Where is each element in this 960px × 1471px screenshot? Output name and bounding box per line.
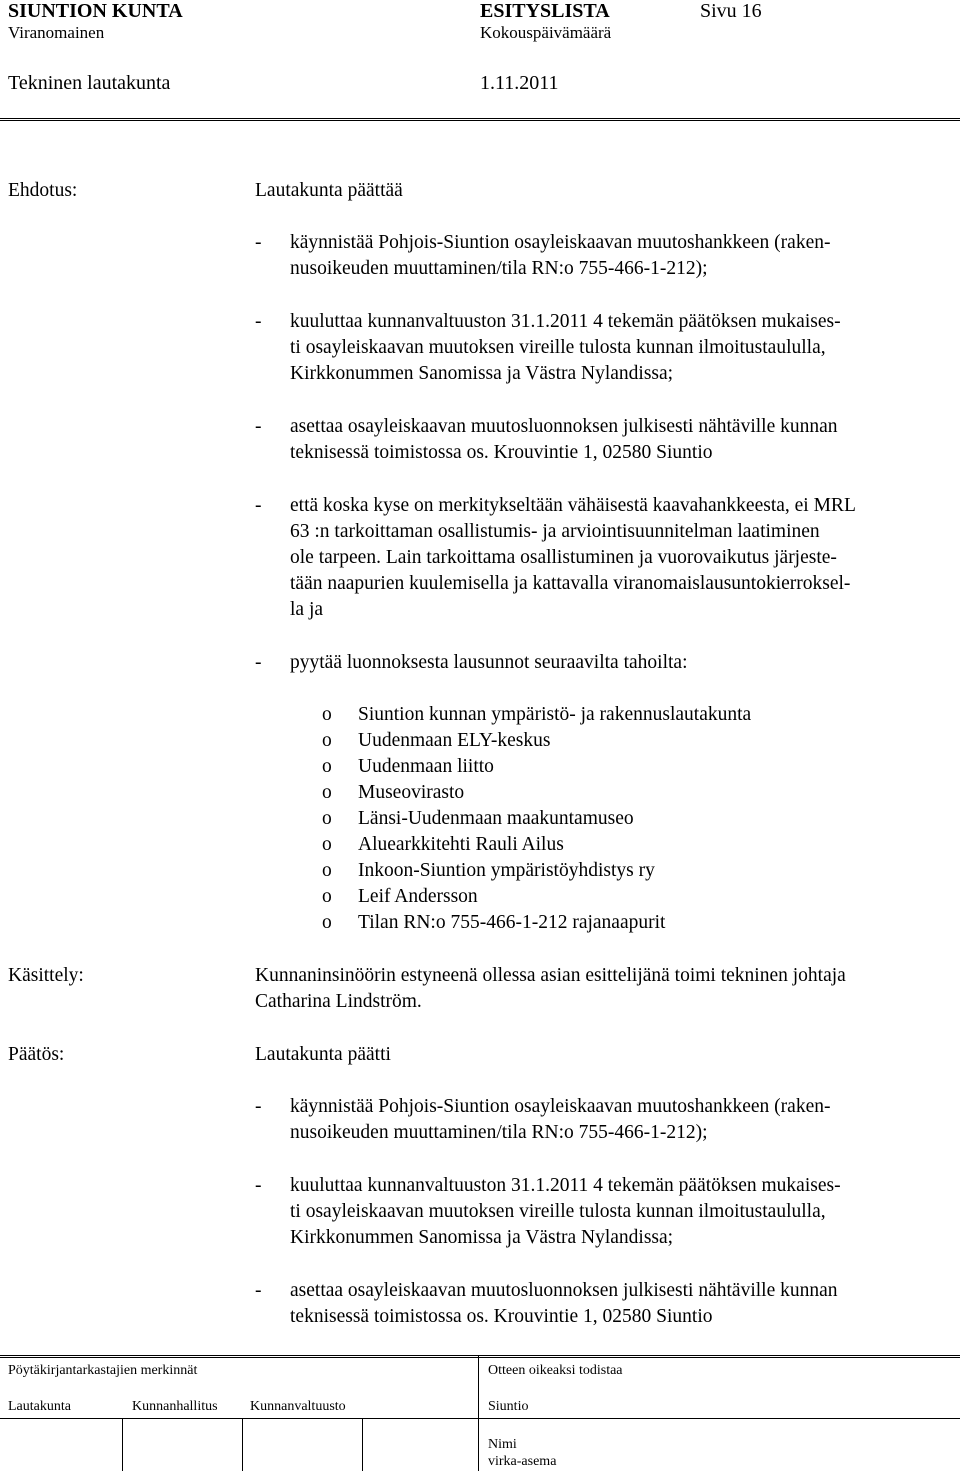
footer-cell-divider (362, 1418, 363, 1471)
text-line: nusoikeuden muuttaminen/tila RN:o 755-466-1-212); (290, 258, 708, 279)
footer-place: Siuntio (488, 1399, 529, 1414)
footer-col-kunnanhallitus: Kunnanhallitus (132, 1399, 218, 1414)
text-line: teknisessä toimistossa os. Krouvintie 1, 02580 Siuntio (290, 442, 713, 463)
handling-label: Käsittely: (8, 965, 84, 986)
bullet-dash: - (255, 416, 262, 437)
text-line: teknisessä toimistossa os. Krouvintie 1, 02580 Siuntio (290, 1306, 713, 1327)
meeting-date: 1.11.2011 (480, 72, 559, 94)
list-item: Uudenmaan ELY-keskus (358, 730, 551, 751)
list-item: Uudenmaan liitto (358, 756, 494, 777)
bullet-o: o (322, 782, 332, 803)
text-line: tään naapurien kuulemisella ja kattavalla viranomaislausuntokierroksel- (290, 573, 851, 594)
text-line: ti osayleiskaavan muutoksen vireille tulosta kunnan ilmoitustaululla, (290, 337, 826, 358)
bullet-dash: - (255, 232, 262, 253)
header-divider (0, 118, 960, 121)
footer-col-lautakunta: Lautakunta (8, 1399, 71, 1414)
text-line: Kirkkonummen Sanomissa ja Västra Nylandissa; (290, 363, 674, 384)
text-line: ti osayleiskaavan muutoksen vireille tulosta kunnan ilmoitustaululla, (290, 1201, 826, 1222)
page-number: Sivu 16 (700, 0, 762, 22)
list-item: Aluearkkitehti Rauli Ailus (358, 834, 564, 855)
text-line: 63 :n tarkoittaman osallistumis- ja arviointisuunnitelman laatiminen (290, 521, 820, 542)
text-line: kuuluttaa kunnanvaltuuston 31.1.2011 4 tekemän päätöksen mukaises- (290, 1175, 841, 1196)
proposal-label: Ehdotus: (8, 180, 78, 201)
bullet-o: o (322, 912, 332, 933)
list-item: Länsi-Uudenmaan maakuntamuseo (358, 808, 634, 829)
list-item: Museovirasto (358, 782, 465, 803)
list-item: Inkoon-Siuntion ympäristöyhdistys ry (358, 860, 655, 881)
list-item: Leif Andersson (358, 886, 478, 907)
footer-col-kunnanvaltuusto: Kunnanvaltuusto (250, 1399, 346, 1414)
authority-label: Viranomainen (8, 23, 105, 42)
text-line: pyytää luonnoksesta lausunnot seuraavilta tahoilta: (290, 652, 688, 673)
bullet-o: o (322, 808, 332, 829)
text-line: la ja (290, 599, 324, 620)
footer-cell-divider (478, 1355, 479, 1471)
authority-name: Tekninen lautakunta (8, 72, 171, 94)
handling-text: Catharina Lindström. (255, 991, 422, 1012)
footer-title-label: virka-asema (488, 1454, 557, 1469)
footer-cell-divider (122, 1418, 123, 1471)
text-line: kuuluttaa kunnanvaltuuston 31.1.2011 4 tekemän päätöksen mukaises- (290, 311, 841, 332)
bullet-dash: - (255, 495, 262, 516)
date-label: Kokouspäivämäärä (480, 23, 612, 42)
text-line: ole tarpeen. Lain tarkoittama osallistuminen ja vuorovaikutus järjeste- (290, 547, 837, 568)
text-line: asettaa osayleiskaavan muutosluonnoksen julkisesti nähtäville kunnan (290, 1280, 838, 1301)
bullet-o: o (322, 704, 332, 725)
bullet-o: o (322, 860, 332, 881)
document-type: ESITYSLISTA (480, 0, 610, 22)
list-item: Siuntion kunnan ympäristö- ja rakennuslautakunta (358, 704, 752, 725)
decision-intro: Lautakunta päätti (255, 1044, 391, 1065)
proposal-intro: Lautakunta päättää (255, 180, 403, 201)
footer-name-label: Nimi (488, 1437, 517, 1452)
bullet-o: o (322, 886, 332, 907)
footer-left-title: Pöytäkirjantarkastajien merkinnät (8, 1363, 198, 1378)
handling-text: Kunnaninsinöörin estyneenä ollessa asian esittelijänä toimi tekninen johtaja (255, 965, 846, 986)
bullet-dash: - (255, 652, 262, 673)
bullet-o: o (322, 756, 332, 777)
text-line: nusoikeuden muuttaminen/tila RN:o 755-466-1-212); (290, 1122, 708, 1143)
text-line: käynnistää Pohjois-Siuntion osayleiskaavan muutoshankkeen (raken- (290, 1096, 831, 1117)
text-line: asettaa osayleiskaavan muutosluonnoksen julkisesti nähtäville kunnan (290, 416, 838, 437)
bullet-dash: - (255, 311, 262, 332)
footer-cell-divider (242, 1418, 243, 1471)
bullet-o: o (322, 834, 332, 855)
bullet-dash: - (255, 1175, 262, 1196)
organization-name: SIUNTION KUNTA (8, 0, 183, 22)
list-item: Tilan RN:o 755-466-1-212 rajanaapurit (358, 912, 666, 933)
footer-row-divider (0, 1418, 960, 1419)
decision-label: Päätös: (8, 1044, 65, 1065)
text-line: käynnistää Pohjois-Siuntion osayleiskaavan muutoshankkeen (raken- (290, 232, 831, 253)
footer-divider (0, 1355, 960, 1358)
bullet-dash: - (255, 1096, 262, 1117)
text-line: Kirkkonummen Sanomissa ja Västra Nylandissa; (290, 1227, 674, 1248)
footer-right-title: Otteen oikeaksi todistaa (488, 1363, 623, 1378)
text-line: että koska kyse on merkitykseltään vähäisestä kaavahankkeesta, ei MRL (290, 495, 856, 516)
bullet-o: o (322, 730, 332, 751)
bullet-dash: - (255, 1280, 262, 1301)
